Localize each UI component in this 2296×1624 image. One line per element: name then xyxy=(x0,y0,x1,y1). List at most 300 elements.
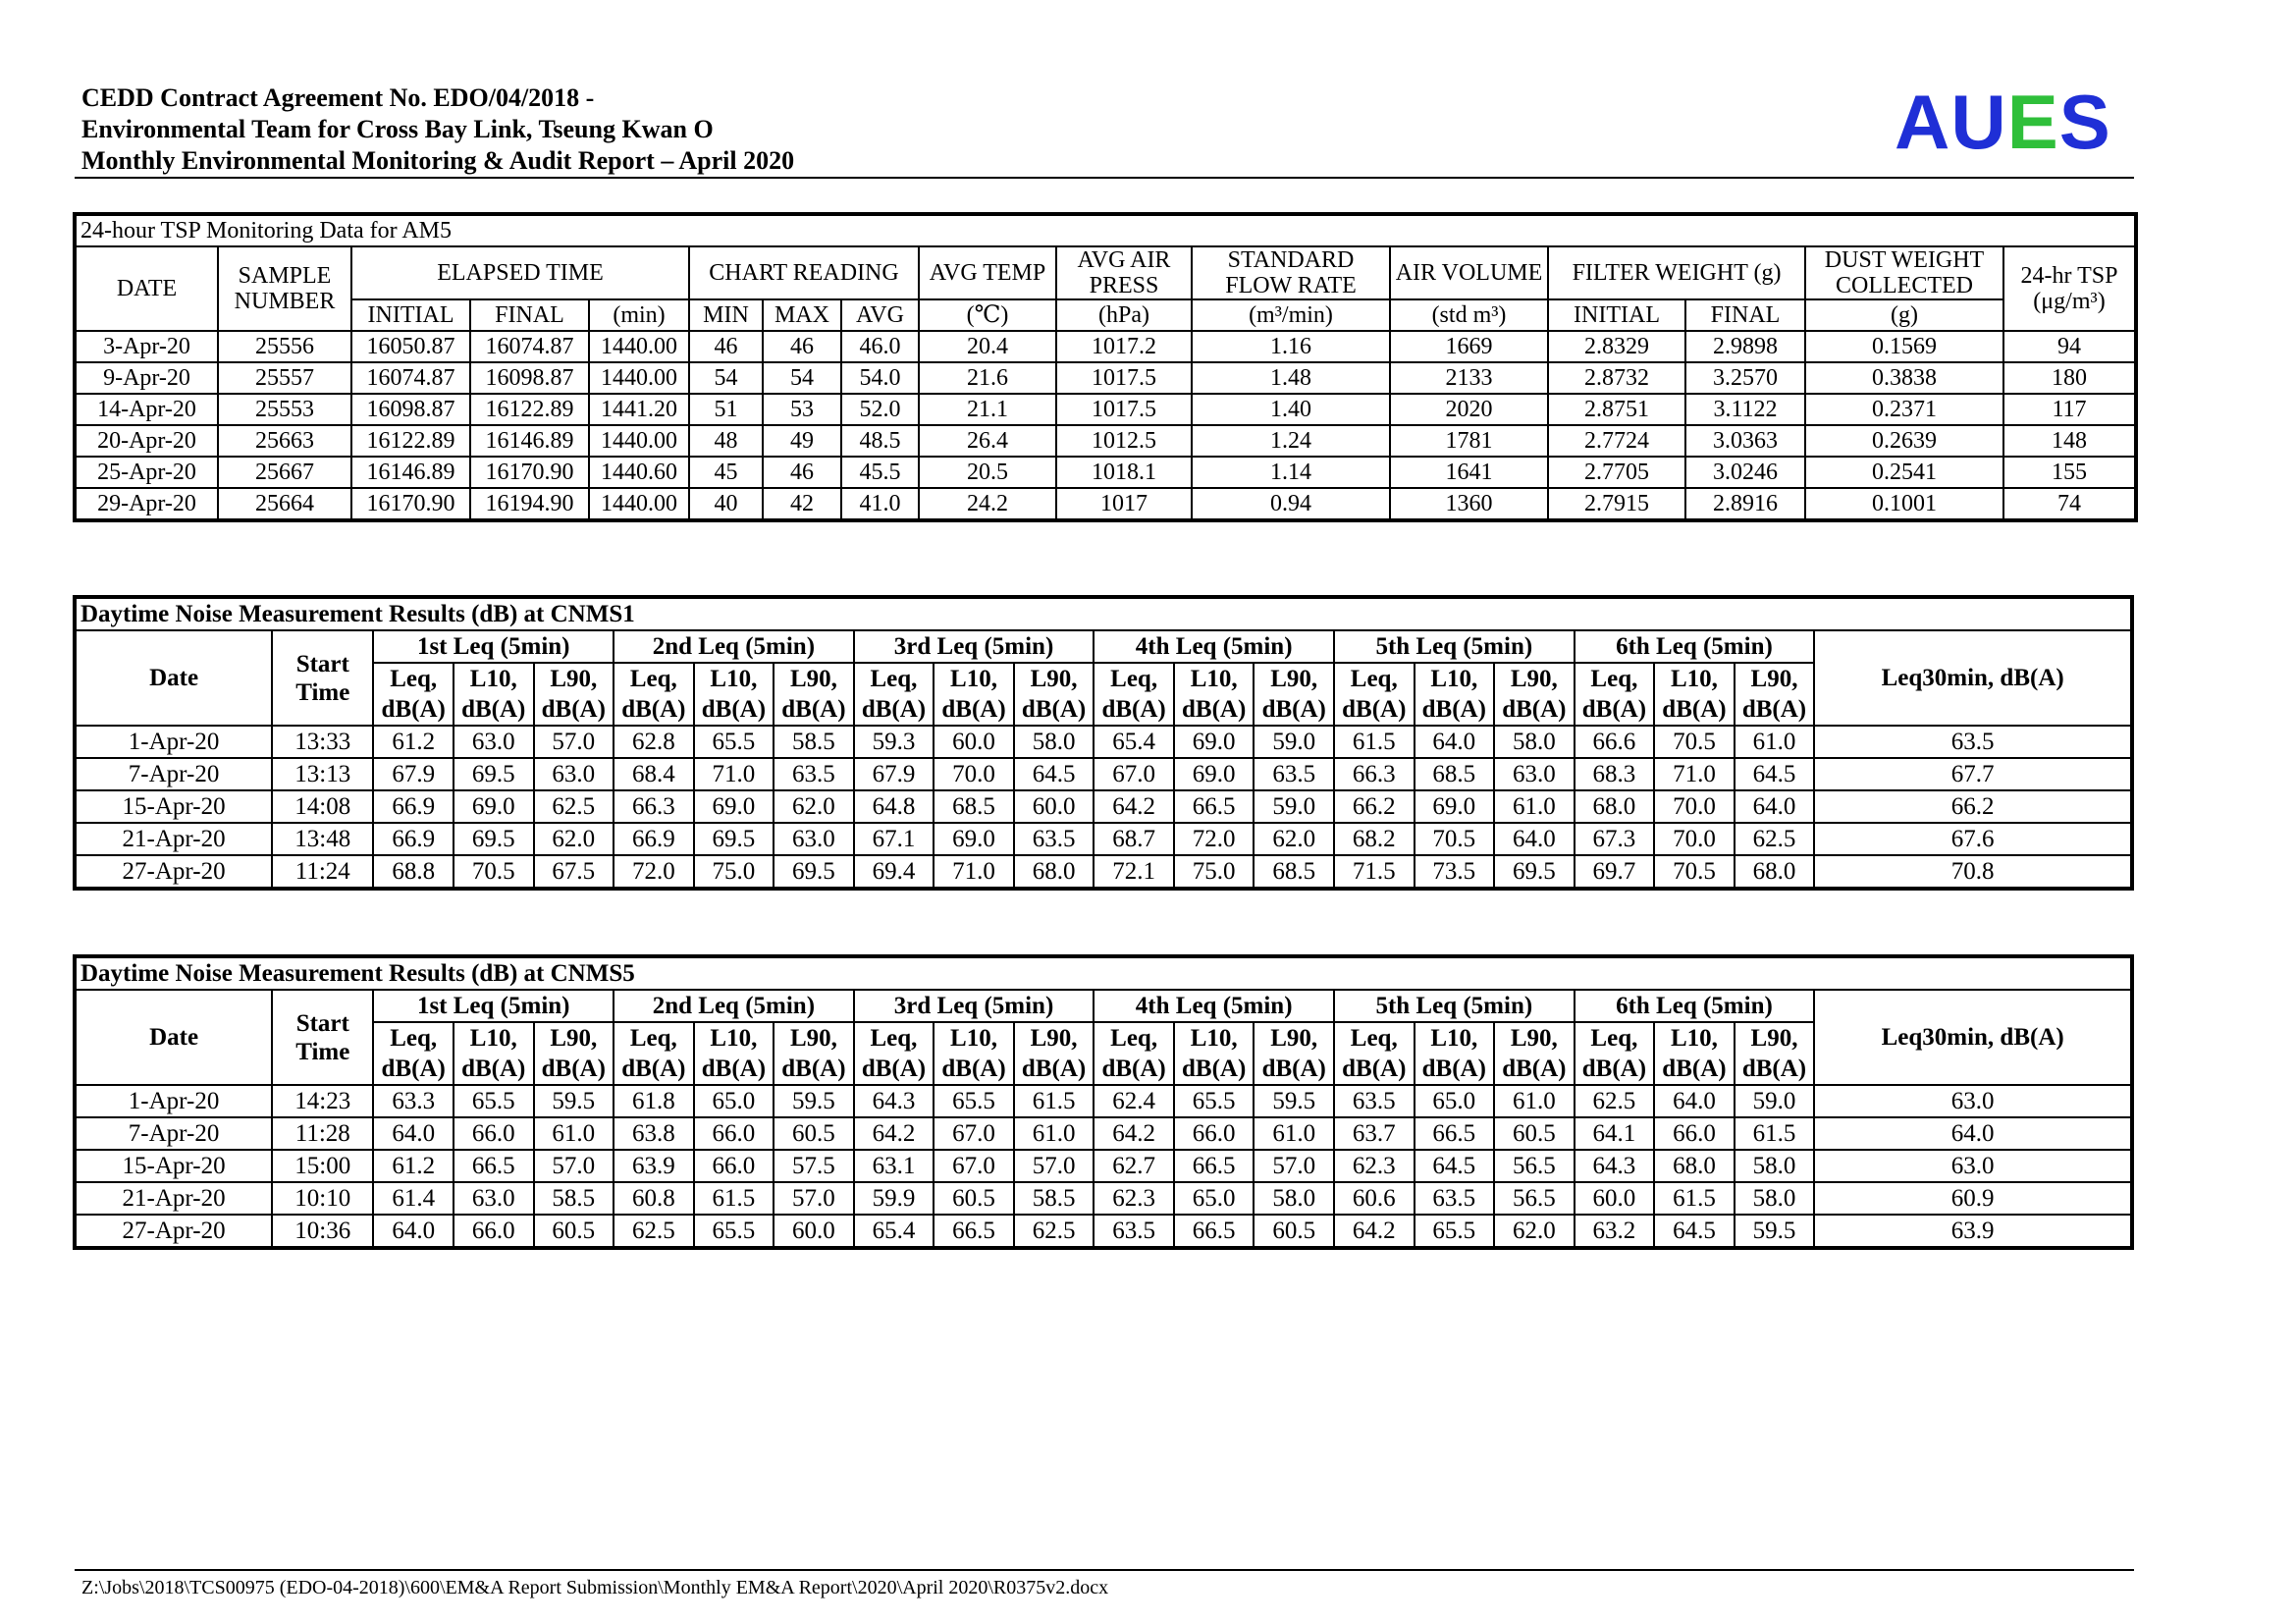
table-cell: 69.0 xyxy=(934,823,1014,855)
header-metric: L90, xyxy=(774,663,854,694)
table-cell: 70.5 xyxy=(1654,855,1735,889)
footer-file-path: Z:\Jobs\2018\TCS00975 (EDO-04-2018)\600\EM&A Report Submission\Monthly EM&A Report\2020\April 2020\R0375v2.docx xyxy=(81,1577,1109,1598)
table-cell: 71.0 xyxy=(694,758,774,790)
tsp-header-elapsed-initial: INITIAL xyxy=(351,299,470,331)
tsp-header-air-volume-unit: (std m³) xyxy=(1390,299,1548,331)
table-row xyxy=(75,1150,2132,1182)
header-metric-unit: dB(A) xyxy=(1575,694,1655,726)
footer-divider xyxy=(75,1569,2134,1571)
table-cell: 0.94 xyxy=(1192,488,1390,520)
table-cell: 26.4 xyxy=(919,425,1056,457)
table-cell: 62.3 xyxy=(1094,1182,1174,1215)
table-cell: 66.9 xyxy=(614,823,694,855)
header-metric: L10, xyxy=(934,663,1014,694)
table-cell: 25553 xyxy=(218,394,351,425)
table-cell: 2.8916 xyxy=(1685,488,1805,520)
table-cell: 61.5 xyxy=(1735,1117,1815,1150)
table-cell: 68.5 xyxy=(934,790,1014,823)
table-cell: 61.2 xyxy=(373,726,454,758)
table-cell: 54 xyxy=(689,362,763,394)
table-cell: 70.0 xyxy=(1654,790,1735,823)
table-cell: 63.0 xyxy=(1814,1085,2132,1117)
table-cell: 25-Apr-20 xyxy=(75,457,218,488)
header-metric: L10, xyxy=(1415,663,1495,694)
tsp-header-flow-rate-unit: (m³/min) xyxy=(1192,299,1390,331)
table-cell: 66.3 xyxy=(614,790,694,823)
header-leq-group: 2nd Leq (5min) xyxy=(614,990,854,1022)
table-row xyxy=(75,362,2136,394)
header-metric-unit: dB(A) xyxy=(1494,1054,1575,1085)
cnms1-table-title: Daytime Noise Measurement Results (dB) at CNMS1 xyxy=(75,597,2132,630)
table-cell: 69.0 xyxy=(694,790,774,823)
tsp-header-avg-temp: AVG TEMP xyxy=(919,246,1056,299)
table-cell: 75.0 xyxy=(694,855,774,889)
table-cell: 63.8 xyxy=(614,1117,694,1150)
table-cell: 71.5 xyxy=(1334,855,1415,889)
header-row xyxy=(75,630,2132,663)
table-cell: 64.0 xyxy=(1654,1085,1735,1117)
header-metric-unit: dB(A) xyxy=(694,694,774,726)
table-cell: 148 xyxy=(2003,425,2136,457)
table-cell: 62.5 xyxy=(1575,1085,1655,1117)
table-cell: 67.1 xyxy=(854,823,934,855)
table-cell: 59.9 xyxy=(854,1182,934,1215)
table-cell: 62.0 xyxy=(1254,823,1334,855)
table-cell: 48 xyxy=(689,425,763,457)
table-cell: 16098.87 xyxy=(351,394,470,425)
table-cell: 65.5 xyxy=(454,1085,534,1117)
table-cell: 70.8 xyxy=(1814,855,2132,889)
report-header xyxy=(81,79,2035,177)
table-cell: 59.5 xyxy=(774,1085,854,1117)
header-leq-group: 1st Leq (5min) xyxy=(373,990,614,1022)
table-cell: 65.5 xyxy=(694,1215,774,1248)
table-cell: 24.2 xyxy=(919,488,1056,520)
table-cell: 2.7724 xyxy=(1548,425,1685,457)
cnms5-table-header xyxy=(75,990,2132,1085)
table-cell: 3.0246 xyxy=(1685,457,1805,488)
table-cell: 63.9 xyxy=(614,1150,694,1182)
table-cell: 59.5 xyxy=(1735,1215,1815,1248)
table-cell: 56.5 xyxy=(1494,1182,1575,1215)
header-metric: Leq, xyxy=(373,663,454,694)
table-cell: 21-Apr-20 xyxy=(75,823,272,855)
tsp-header-avg-air-press-unit: (hPa) xyxy=(1056,299,1192,331)
table-cell: 63.2 xyxy=(1575,1215,1655,1248)
table-cell: 69.5 xyxy=(694,823,774,855)
header-metric: L90, xyxy=(1254,1022,1334,1054)
table-cell: 64.0 xyxy=(1735,790,1815,823)
table-cell: 11:24 xyxy=(272,855,373,889)
header-metric: L90, xyxy=(534,663,614,694)
table-cell: 64.0 xyxy=(373,1215,454,1248)
table-cell: 57.5 xyxy=(774,1150,854,1182)
table-row xyxy=(75,726,2132,758)
cnms1-noise-table xyxy=(73,595,2134,891)
table-cell: 2020 xyxy=(1390,394,1548,425)
table-cell: 1017.5 xyxy=(1056,362,1192,394)
table-cell: 2.8751 xyxy=(1548,394,1685,425)
tsp-header-chart-avg: AVG xyxy=(841,299,919,331)
table-cell: 0.2541 xyxy=(1805,457,2003,488)
header-metric-unit: dB(A) xyxy=(1735,1054,1815,1085)
table-cell: 9-Apr-20 xyxy=(75,362,218,394)
table-cell: 3.1122 xyxy=(1685,394,1805,425)
tsp-header-chart: CHART READING xyxy=(689,246,919,299)
table-cell: 13:33 xyxy=(272,726,373,758)
table-cell: 68.7 xyxy=(1094,823,1174,855)
table-cell: 61.0 xyxy=(534,1117,614,1150)
table-cell: 70.5 xyxy=(1415,823,1495,855)
table-cell: 61.4 xyxy=(373,1182,454,1215)
header-time-label: Time xyxy=(295,678,350,706)
tsp-header-flow-rate: STANDARD FLOW RATE xyxy=(1192,246,1390,299)
table-cell: 53 xyxy=(763,394,841,425)
header-leq-group: 6th Leq (5min) xyxy=(1575,990,1815,1022)
header-start-time xyxy=(272,990,373,1085)
table-cell: 54.0 xyxy=(841,362,919,394)
tsp-header-chart-min: MIN xyxy=(689,299,763,331)
header-leq-group: 5th Leq (5min) xyxy=(1334,990,1575,1022)
table-cell: 25556 xyxy=(218,331,351,362)
table-cell: 21.1 xyxy=(919,394,1056,425)
header-metric: L90, xyxy=(1254,663,1334,694)
header-metric: L90, xyxy=(1494,1022,1575,1054)
header-metric: L90, xyxy=(1735,1022,1815,1054)
table-cell: 68.0 xyxy=(1014,855,1095,889)
table-cell: 155 xyxy=(2003,457,2136,488)
table-cell: 1440.60 xyxy=(589,457,689,488)
table-cell: 13:48 xyxy=(272,823,373,855)
cnms5-table-title: Daytime Noise Measurement Results (dB) at CNMS5 xyxy=(75,956,2132,990)
table-cell: 69.5 xyxy=(454,823,534,855)
table-cell: 60.0 xyxy=(934,726,1014,758)
table-cell: 13:13 xyxy=(272,758,373,790)
table-cell: 74 xyxy=(2003,488,2136,520)
table-row xyxy=(75,758,2132,790)
table-cell: 63.0 xyxy=(1814,1150,2132,1182)
logo-letter-u: U xyxy=(1950,79,2007,165)
tsp-header-24hr-tsp xyxy=(2003,246,2136,331)
table-cell: 62.4 xyxy=(1094,1085,1174,1117)
header-metric-unit: dB(A) xyxy=(1254,694,1334,726)
table-cell: 2.9898 xyxy=(1685,331,1805,362)
header-metric-unit: dB(A) xyxy=(1654,1054,1735,1085)
table-cell: 59.0 xyxy=(1254,726,1334,758)
table-cell: 60.5 xyxy=(1254,1215,1334,1248)
table-cell: 1018.1 xyxy=(1056,457,1192,488)
header-metric: L10, xyxy=(1654,663,1735,694)
table-cell: 57.0 xyxy=(774,1182,854,1215)
table-cell: 60.0 xyxy=(774,1215,854,1248)
tsp-header-24hr-tsp-label: 24-hr TSP xyxy=(2020,263,2118,289)
tsp-header-filter-initial: INITIAL xyxy=(1548,299,1685,331)
table-cell: 63.0 xyxy=(774,823,854,855)
table-cell: 68.0 xyxy=(1575,790,1655,823)
tsp-header-elapsed: ELAPSED TIME xyxy=(351,246,689,299)
table-cell: 16170.90 xyxy=(470,457,589,488)
table-cell: 54 xyxy=(763,362,841,394)
header-metric: Leq, xyxy=(614,663,694,694)
header-metric: L90, xyxy=(1494,663,1575,694)
table-row xyxy=(75,1117,2132,1150)
table-cell: 61.2 xyxy=(373,1150,454,1182)
header-metric: Leq, xyxy=(1575,1022,1655,1054)
table-cell: 63.5 xyxy=(1334,1085,1415,1117)
table-cell: 45.5 xyxy=(841,457,919,488)
tsp-header-chart-max: MAX xyxy=(763,299,841,331)
logo-letter-e: E xyxy=(2006,79,2059,165)
header-leq-group: 2nd Leq (5min) xyxy=(614,630,854,663)
table-cell: 1017.5 xyxy=(1056,394,1192,425)
table-cell: 40 xyxy=(689,488,763,520)
table-cell: 66.5 xyxy=(934,1215,1014,1248)
tsp-header-date: DATE xyxy=(75,246,218,331)
table-cell: 3.2570 xyxy=(1685,362,1805,394)
header-metric: L10, xyxy=(934,1022,1014,1054)
table-cell: 66.0 xyxy=(454,1117,534,1150)
table-cell: 61.5 xyxy=(1014,1085,1095,1117)
table-cell: 2133 xyxy=(1390,362,1548,394)
tsp-header-dust-unit: (g) xyxy=(1805,299,2003,331)
table-cell: 16194.90 xyxy=(470,488,589,520)
table-cell: 65.0 xyxy=(1415,1085,1495,1117)
table-cell: 20.5 xyxy=(919,457,1056,488)
header-leq-group: 3rd Leq (5min) xyxy=(854,630,1095,663)
table-cell: 66.2 xyxy=(1334,790,1415,823)
table-cell: 58.5 xyxy=(1014,1182,1095,1215)
header-row xyxy=(75,990,2132,1022)
table-cell: 66.2 xyxy=(1814,790,2132,823)
table-cell: 1440.00 xyxy=(589,362,689,394)
table-cell: 64.0 xyxy=(373,1117,454,1150)
table-cell: 20-Apr-20 xyxy=(75,425,218,457)
table-cell: 62.7 xyxy=(1094,1150,1174,1182)
table-cell: 1.40 xyxy=(1192,394,1390,425)
header-metric-unit: dB(A) xyxy=(1174,694,1255,726)
header-metric: L10, xyxy=(454,663,534,694)
table-cell: 1441.20 xyxy=(589,394,689,425)
table-cell: 1012.5 xyxy=(1056,425,1192,457)
table-cell: 64.1 xyxy=(1575,1117,1655,1150)
header-metric: L90, xyxy=(774,1022,854,1054)
table-cell: 58.5 xyxy=(774,726,854,758)
header-metric: Leq, xyxy=(373,1022,454,1054)
header-metric-unit: dB(A) xyxy=(454,694,534,726)
table-cell: 66.5 xyxy=(454,1150,534,1182)
header-metric-unit: dB(A) xyxy=(1014,1054,1095,1085)
table-cell: 7-Apr-20 xyxy=(75,1117,272,1150)
table-cell: 68.5 xyxy=(1415,758,1495,790)
tsp-table-title: 24-hour TSP Monitoring Data for AM5 xyxy=(75,214,2136,246)
table-cell: 49 xyxy=(763,425,841,457)
table-cell: 59.5 xyxy=(1254,1085,1334,1117)
header-metric-unit: dB(A) xyxy=(614,694,694,726)
table-cell: 59.0 xyxy=(1735,1085,1815,1117)
table-cell: 64.0 xyxy=(1494,823,1575,855)
table-cell: 63.7 xyxy=(1334,1117,1415,1150)
table-cell: 16146.89 xyxy=(351,457,470,488)
table-cell: 15-Apr-20 xyxy=(75,790,272,823)
table-cell: 66.0 xyxy=(454,1215,534,1248)
table-cell: 69.0 xyxy=(1174,758,1255,790)
table-cell: 57.0 xyxy=(534,726,614,758)
table-cell: 61.0 xyxy=(1254,1117,1334,1150)
table-cell: 61.0 xyxy=(1014,1117,1095,1150)
header-start-label: Start xyxy=(295,650,349,677)
table-cell: 59.0 xyxy=(1254,790,1334,823)
table-cell: 1641 xyxy=(1390,457,1548,488)
header-divider xyxy=(75,177,2134,179)
table-cell: 16170.90 xyxy=(351,488,470,520)
header-metric: L90, xyxy=(1014,1022,1095,1054)
table-cell: 71.0 xyxy=(1654,758,1735,790)
header-metric-unit: dB(A) xyxy=(1415,1054,1495,1085)
table-cell: 63.0 xyxy=(1494,758,1575,790)
tsp-header-avg-temp-unit: (℃) xyxy=(919,299,1056,331)
header-metric: Leq, xyxy=(1575,663,1655,694)
table-cell: 1440.00 xyxy=(589,425,689,457)
logo-letter-s: S xyxy=(2058,79,2111,165)
header-metric-unit: dB(A) xyxy=(1575,1054,1655,1085)
table-cell: 2.7705 xyxy=(1548,457,1685,488)
header-time-label: Time xyxy=(295,1038,350,1065)
header-metric-unit: dB(A) xyxy=(1494,694,1575,726)
table-cell: 25664 xyxy=(218,488,351,520)
table-cell: 60.5 xyxy=(934,1182,1014,1215)
table-cell: 1360 xyxy=(1390,488,1548,520)
table-cell: 69.5 xyxy=(774,855,854,889)
table-cell: 63.1 xyxy=(854,1150,934,1182)
table-cell: 67.0 xyxy=(934,1150,1014,1182)
header-metric-unit: dB(A) xyxy=(774,1054,854,1085)
table-cell: 1781 xyxy=(1390,425,1548,457)
table-cell: 15:00 xyxy=(272,1150,373,1182)
table-cell: 2.7915 xyxy=(1548,488,1685,520)
tsp-header-filter-final: FINAL xyxy=(1685,299,1805,331)
table-cell: 61.5 xyxy=(1654,1182,1735,1215)
tsp-header-air-volume: AIR VOLUME xyxy=(1390,246,1548,299)
table-cell: 57.0 xyxy=(1014,1150,1095,1182)
table-cell: 0.2639 xyxy=(1805,425,2003,457)
header-leq-group: 3rd Leq (5min) xyxy=(854,990,1095,1022)
table-cell: 67.0 xyxy=(1094,758,1174,790)
table-cell: 41.0 xyxy=(841,488,919,520)
table-cell: 72.1 xyxy=(1094,855,1174,889)
table-cell: 27-Apr-20 xyxy=(75,1215,272,1248)
table-cell: 0.1001 xyxy=(1805,488,2003,520)
table-cell: 63.9 xyxy=(1814,1215,2132,1248)
logo-letter-a: A xyxy=(1895,79,1951,165)
table-cell: 57.0 xyxy=(534,1150,614,1182)
header-metric-unit: dB(A) xyxy=(934,1054,1014,1085)
table-row xyxy=(75,1215,2132,1248)
table-cell: 69.0 xyxy=(1415,790,1495,823)
table-cell: 67.9 xyxy=(854,758,934,790)
table-cell: 65.4 xyxy=(854,1215,934,1248)
table-cell: 27-Apr-20 xyxy=(75,855,272,889)
table-cell: 66.5 xyxy=(1174,790,1255,823)
table-cell: 73.5 xyxy=(1415,855,1495,889)
table-cell: 65.5 xyxy=(1415,1215,1495,1248)
table-cell: 67.0 xyxy=(934,1117,1014,1150)
header-metric-unit: dB(A) xyxy=(1094,1054,1174,1085)
table-cell: 68.0 xyxy=(1735,855,1815,889)
table-cell: 61.0 xyxy=(1494,1085,1575,1117)
table-cell: 62.0 xyxy=(1494,1215,1575,1248)
tsp-header-elapsed-final: FINAL xyxy=(470,299,589,331)
table-cell: 11:28 xyxy=(272,1117,373,1150)
table-row xyxy=(75,855,2132,889)
table-cell: 1.14 xyxy=(1192,457,1390,488)
table-row xyxy=(75,488,2136,520)
table-cell: 62.5 xyxy=(534,790,614,823)
header-metric-unit: dB(A) xyxy=(1334,694,1415,726)
table-cell: 14:08 xyxy=(272,790,373,823)
table-cell: 1669 xyxy=(1390,331,1548,362)
table-cell: 65.4 xyxy=(1094,726,1174,758)
table-cell: 64.0 xyxy=(1814,1117,2132,1150)
table-cell: 46.0 xyxy=(841,331,919,362)
table-cell: 60.5 xyxy=(774,1117,854,1150)
table-cell: 65.0 xyxy=(694,1085,774,1117)
header-start-label: Start xyxy=(295,1009,349,1037)
table-cell: 61.0 xyxy=(1735,726,1815,758)
header-metric-unit: dB(A) xyxy=(1334,1054,1415,1085)
header-metric: Leq, xyxy=(854,663,934,694)
table-cell: 70.5 xyxy=(454,855,534,889)
table-cell: 94 xyxy=(2003,331,2136,362)
header-metric-unit: dB(A) xyxy=(614,1054,694,1085)
table-cell: 62.5 xyxy=(614,1215,694,1248)
header-metric-unit: dB(A) xyxy=(854,694,934,726)
header-metric: Leq, xyxy=(614,1022,694,1054)
header-leq30: Leq30min, dB(A) xyxy=(1814,630,2132,726)
table-cell: 0.3838 xyxy=(1805,362,2003,394)
table-cell: 64.2 xyxy=(1094,1117,1174,1150)
table-cell: 3.0363 xyxy=(1685,425,1805,457)
table-cell: 52.0 xyxy=(841,394,919,425)
table-cell: 20.4 xyxy=(919,331,1056,362)
table-cell: 63.5 xyxy=(1094,1215,1174,1248)
header-metric-unit: dB(A) xyxy=(534,694,614,726)
table-cell: 1017.2 xyxy=(1056,331,1192,362)
header-leq-group: 4th Leq (5min) xyxy=(1094,990,1334,1022)
table-cell: 64.2 xyxy=(854,1117,934,1150)
table-cell: 16122.89 xyxy=(470,394,589,425)
table-cell: 62.5 xyxy=(1735,823,1815,855)
table-cell: 66.9 xyxy=(373,790,454,823)
table-cell: 62.5 xyxy=(1014,1215,1095,1248)
header-metric-unit: dB(A) xyxy=(454,1054,534,1085)
tsp-monitoring-table xyxy=(73,212,2138,522)
table-cell: 25667 xyxy=(218,457,351,488)
table-cell: 64.0 xyxy=(1415,726,1495,758)
table-cell: 1.16 xyxy=(1192,331,1390,362)
header-metric-unit: dB(A) xyxy=(373,1054,454,1085)
header-metric-unit: dB(A) xyxy=(1735,694,1815,726)
header-metric: L10, xyxy=(694,663,774,694)
header-metric-unit: dB(A) xyxy=(1174,1054,1255,1085)
table-cell: 1440.00 xyxy=(589,488,689,520)
table-cell: 60.0 xyxy=(1575,1182,1655,1215)
table-cell: 46 xyxy=(763,331,841,362)
table-cell: 1-Apr-20 xyxy=(75,726,272,758)
header-metric-unit: dB(A) xyxy=(1415,694,1495,726)
header-metric-unit: dB(A) xyxy=(694,1054,774,1085)
table-row xyxy=(75,425,2136,457)
header-metric: L90, xyxy=(534,1022,614,1054)
